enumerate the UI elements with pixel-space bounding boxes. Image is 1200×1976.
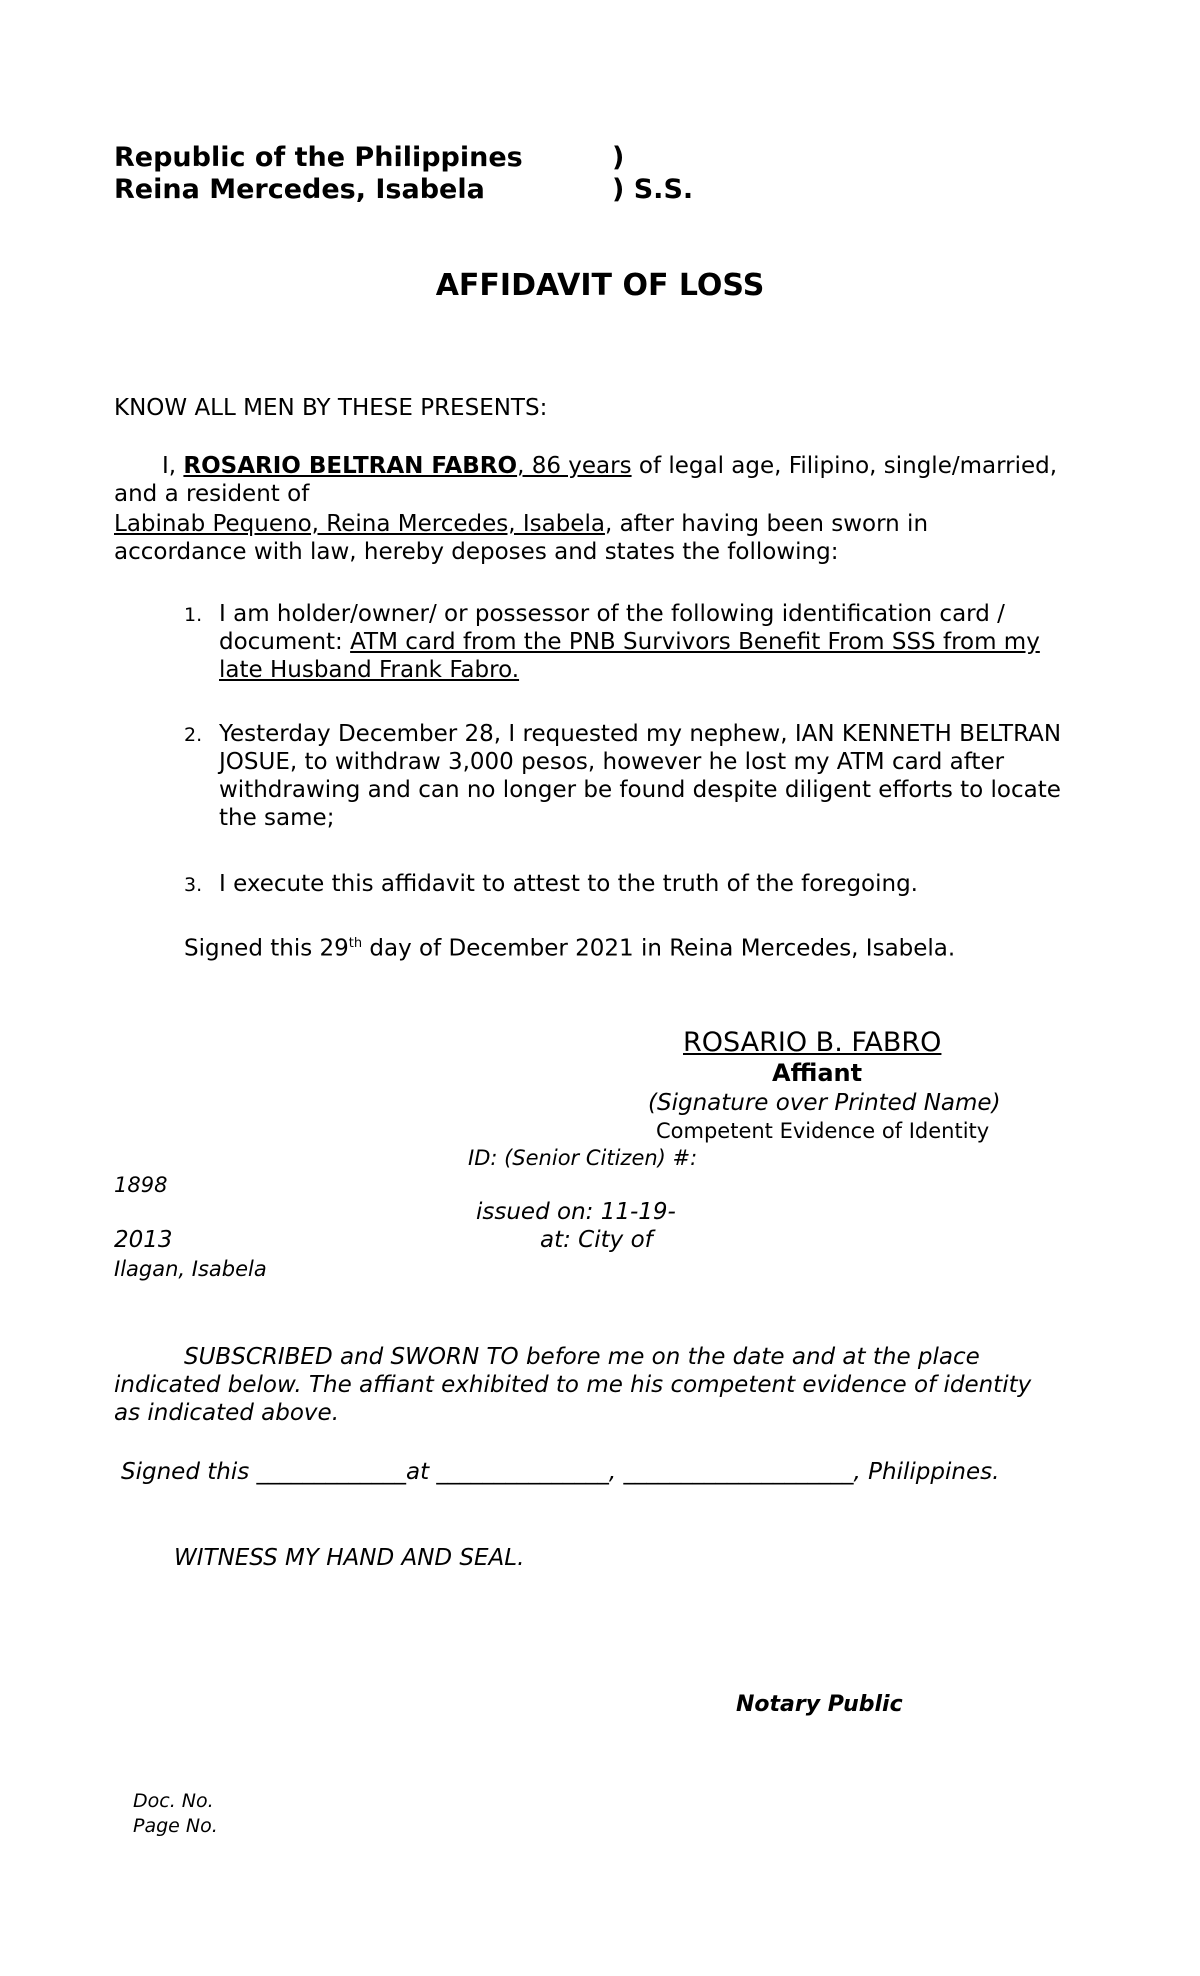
- issued-on-label: issued on: 11-19-: [476, 1199, 676, 1225]
- signed-date-prefix: Signed this 29: [184, 935, 349, 962]
- venue-place: Reina Mercedes, Isabela: [114, 174, 485, 205]
- statement-line-2: and a resident of: [114, 481, 310, 507]
- item-1-line-3: late Husband Frank Fabro.: [219, 657, 520, 683]
- statement-line-4: accordance with law, hereby deposes and states the following:: [114, 539, 839, 565]
- item-1-line-2-prefix: document:: [219, 629, 351, 655]
- subscribed-line-3: as indicated above.: [114, 1400, 340, 1426]
- issued-year: 2013: [114, 1227, 173, 1253]
- signed-date-rest: day of December 2021 in Reina Mercedes, Isabela.: [362, 935, 956, 962]
- item-1-line-1: I am holder/owner/ or possessor of the following identification card /: [219, 601, 1005, 627]
- id-number: 1898: [114, 1173, 168, 1197]
- statement-rest-3: , after having been sworn in: [604, 511, 929, 537]
- issued-at-place: Ilagan, Isabela: [114, 1257, 267, 1281]
- statement-rest-1: of legal age, Filipino, single/married,: [631, 453, 1058, 479]
- page-no: Page No.: [133, 1815, 218, 1837]
- affiant-signature-name: ROSARIO B. FABRO: [683, 1027, 942, 1058]
- id-label: ID: (Senior Citizen) #:: [468, 1146, 698, 1170]
- item-3-line-1: I execute this affidavit to attest to the truth of the foregoing.: [219, 871, 918, 897]
- signature-caption: (Signature over Printed Name): [648, 1090, 1001, 1116]
- doc-no: Doc. No.: [133, 1790, 214, 1812]
- item-2-line-4: the same;: [219, 805, 335, 831]
- item-2-line-1: Yesterday December 28, I requested my nephew, IAN KENNETH BELTRAN: [219, 721, 1062, 747]
- venue-mark-2: ) S.S.: [612, 174, 694, 205]
- issued-at-label: at: City of: [540, 1227, 653, 1253]
- subscribed-line-2: indicated below. The affiant exhibited to me his competent evidence of identity: [114, 1372, 1032, 1398]
- statement-prefix: I,: [162, 453, 184, 479]
- item-3-number: 3.: [184, 874, 203, 896]
- document-title: AFFIDAVIT OF LOSS: [435, 268, 765, 303]
- signed-date-sup: th: [348, 936, 363, 951]
- affiant-age: , 86 years: [517, 453, 632, 479]
- signed-blank-line: Signed this _____________at _______________, ____________________, Philippines.: [121, 1459, 1000, 1485]
- item-2-line-2: JOSUE, to withdraw 3,000 pesos, however he lost my ATM card after: [219, 749, 1005, 775]
- statement-line-3: [114, 510, 928, 538]
- venue-mark-1: ): [612, 142, 625, 173]
- affiant-full-name: ROSARIO BELTRAN FABRO: [183, 453, 518, 479]
- subscribed-line-1-text: SUBSCRIBED and SWORN TO before me on the date and at the place: [184, 1344, 980, 1370]
- item-2-number: 2.: [184, 724, 203, 746]
- item-1-number: 1.: [184, 604, 203, 626]
- notary-public: Notary Public: [736, 1692, 903, 1717]
- subscribed-line-1: [114, 1343, 980, 1371]
- affiant-address: Labinab Pequeno, Reina Mercedes, Isabela: [114, 511, 605, 537]
- intro-line: KNOW ALL MEN BY THESE PRESENTS:: [114, 395, 548, 421]
- witness-line: WITNESS MY HAND AND SEAL.: [174, 1545, 525, 1571]
- affiant-role: Affiant: [772, 1059, 863, 1087]
- venue-country: Republic of the Philippines: [114, 142, 523, 173]
- item-2-line-3: withdrawing and can no longer be found despite diligent efforts to locate: [219, 777, 1061, 803]
- item-1-lost-document: ATM card from the PNB Survivors Benefit From SSS from my: [350, 629, 1040, 655]
- evidence-heading: Competent Evidence of Identity: [656, 1119, 990, 1143]
- statement-line-1: [114, 452, 1057, 480]
- item-1-line-2: [219, 628, 1040, 656]
- signed-date-line: [184, 930, 955, 963]
